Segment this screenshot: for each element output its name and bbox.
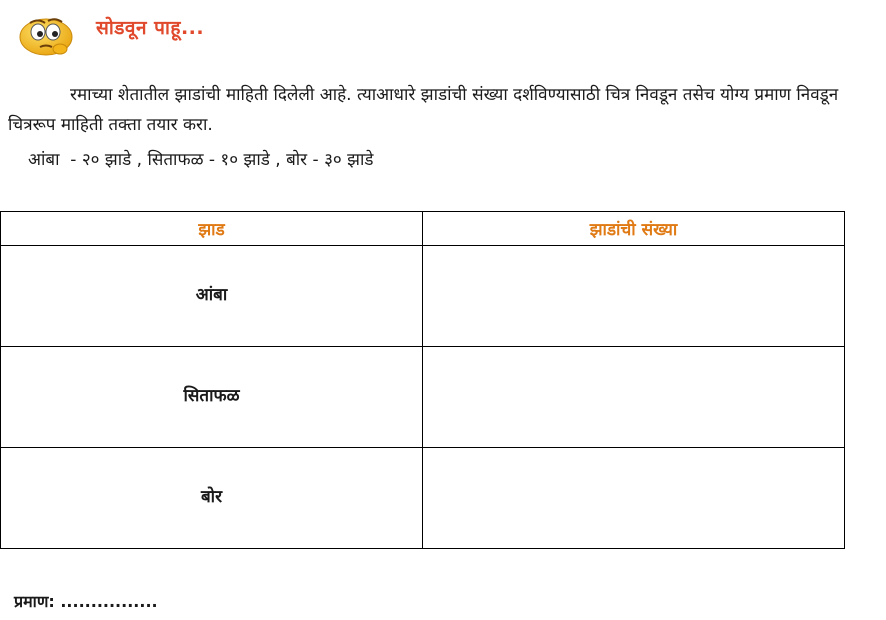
pictograph-table [0,211,845,549]
table-row [1,347,845,448]
given-data: आंबा - २० झाडे , सिताफळ - १० झाडे , बोर - ३० झाडे [28,150,374,170]
tree-name-cell: बोर [1,448,423,549]
question-paragraph: रमाच्या शेतातील झाडांची माहिती दिलेली आहे. त्याआधारे झाडांची संख्या दर्शविण्यासाठी चित्र निवडून तसेच योग्य प्रमाण निवडून चित्ररूप माहिती तक्ता तयार करा. [8,85,839,135]
tree-name-cell: सिताफळ [1,347,423,448]
tree-count-cell[interactable] [423,246,845,347]
table-header-row [1,212,845,246]
scale-label: प्रमाण: ................ [14,592,158,611]
tree-name-cell: आंबा [1,246,423,347]
header [18,8,204,58]
table-row [1,246,845,347]
tree-count-cell[interactable] [423,347,845,448]
thinking-face-emoji-icon [18,9,74,57]
tree-count-cell[interactable] [423,448,845,549]
column-header-tree: झाड [1,212,423,246]
table-row [1,448,845,549]
section-heading: सोडवून पाहू... [96,17,205,39]
column-header-count: झाडांची संख्या [423,212,845,246]
